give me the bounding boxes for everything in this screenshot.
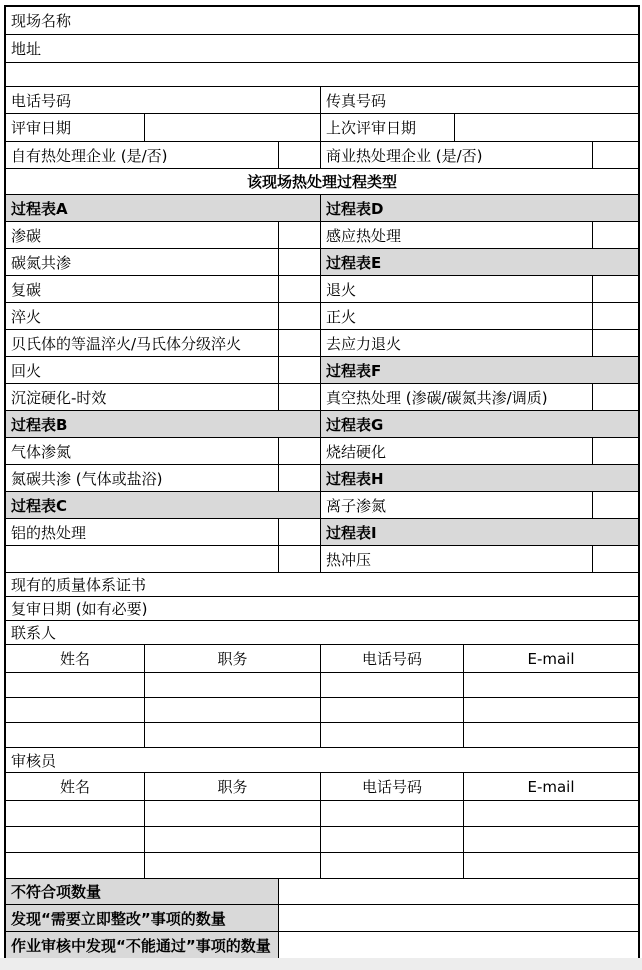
process-mark-cell[interactable] [279,276,321,302]
process-table-header-a: 过程表A [6,195,321,221]
process-row [6,519,638,546]
process-mark-cell[interactable] [593,546,638,572]
address-field[interactable]: 地址 [11,40,42,58]
auditors-data-row [6,801,638,827]
summary-value-cell[interactable] [279,932,638,959]
process-row [6,195,638,222]
phone-fax-row [6,87,638,114]
people-header-title: 职务 [145,773,321,800]
process-label: 回火 [6,357,279,383]
auditor-phone-cell[interactable] [321,853,464,878]
auditor-email-cell[interactable] [464,853,638,878]
summary-row [6,932,638,959]
enterprise-type-row [6,142,638,169]
auditors-title-row [6,748,638,773]
contacts-data-row [6,698,638,723]
contacts-data-row [6,723,638,748]
process-label: 正火 [321,303,593,329]
auditors-header-row [6,773,638,801]
process-label: 去应力退火 [321,330,593,356]
process-table-header-d: 过程表D [321,195,638,221]
process-table-header-b: 过程表B [6,411,321,437]
people-header-title: 职务 [145,645,321,672]
process-mark-cell[interactable] [279,249,321,275]
people-header-name: 姓名 [6,645,145,672]
process-mark-cell[interactable] [593,330,638,356]
process-row [6,330,638,357]
contact-email-cell[interactable] [464,673,638,697]
address-extra-field[interactable] [6,63,638,86]
auditors-data-row [6,853,638,879]
process-label: 气体渗氮 [6,438,279,464]
cert-field[interactable]: 现有的质量体系证书 [11,576,147,594]
site-name-row [6,7,638,35]
commercial-label: 商业热处理企业 (是/否) [321,142,593,168]
process-label: 碳氮共渗 [6,249,279,275]
process-label: 烧结硬化 [321,438,593,464]
cert-row [6,573,638,597]
process-mark-cell[interactable] [593,438,638,464]
last-review-date-value-cell[interactable] [455,114,638,141]
contact-phone-cell[interactable] [321,673,464,697]
auditor-phone-cell[interactable] [321,801,464,826]
process-label: 感应热处理 [321,222,593,248]
people-header-name: 姓名 [6,773,145,800]
contacts-title: 联系人 [11,624,57,642]
captive-label: 自有热处理企业 (是/否) [6,142,279,168]
section-title: 该现场热处理过程类型 [246,173,397,191]
process-table-header-g: 过程表G [321,411,638,437]
people-header-email: E-mail [527,777,575,796]
auditor-name-cell[interactable] [6,853,145,878]
contact-title-cell[interactable] [145,723,321,747]
process-label: 复碳 [6,276,279,302]
fax-field[interactable]: 传真号码 [326,91,387,110]
process-mark-cell[interactable] [279,330,321,356]
process-label: 热冲压 [321,546,593,572]
process-row [6,357,638,384]
process-row [6,546,638,573]
process-row [6,222,638,249]
auditor-name-cell[interactable] [6,801,145,826]
process-mark-cell[interactable] [279,519,321,545]
process-mark-cell[interactable] [279,546,321,572]
people-header-email: E-mail [527,649,575,668]
contact-name-cell[interactable] [6,723,145,747]
phone-field[interactable]: 电话号码 [6,87,321,113]
contacts-data-row [6,673,638,698]
process-mark-cell[interactable] [279,222,321,248]
process-label: 淬火 [6,303,279,329]
summary-value-cell[interactable] [279,905,638,931]
contact-email-cell[interactable] [464,723,638,747]
contact-phone-cell[interactable] [321,723,464,747]
process-label: 铝的热处理 [6,519,279,545]
contact-title-cell[interactable] [145,673,321,697]
contact-name-cell[interactable] [6,673,145,697]
process-table-header-h: 过程表H [321,465,638,491]
process-mark-cell[interactable] [593,222,638,248]
process-label: 退火 [321,276,593,302]
auditor-title-cell[interactable] [145,853,321,878]
process-row [6,384,638,411]
process-row [6,411,638,438]
recheck-date-row [6,597,638,621]
process-table-header-e: 过程表E [321,249,638,275]
summary-label-nonconformities: 不符合项数量 [6,879,279,904]
process-row [6,492,638,519]
process-label: 贝氏体的等温淬火/马氏体分级淬火 [6,330,279,356]
review-date-label: 评审日期 [6,114,145,141]
process-label: 离子渗氮 [321,492,593,518]
people-header-phone: 电话号码 [321,773,464,800]
auditor-email-cell[interactable] [464,827,638,852]
address-extra-row [6,63,638,87]
process-mark-cell[interactable] [593,384,638,410]
people-header-phone: 电话号码 [321,645,464,672]
process-row [6,465,638,492]
auditors-data-row [6,827,638,853]
process-mark-cell[interactable] [593,276,638,302]
contact-name-cell[interactable] [6,698,145,722]
process-mark-cell[interactable] [279,303,321,329]
auditor-phone-cell[interactable] [321,827,464,852]
address-row [6,35,638,63]
process-table-header-f: 过程表F [321,357,638,383]
contacts-header-row [6,645,638,673]
summary-row [6,879,638,905]
process-table-header-c: 过程表C [6,492,321,518]
process-label: 渗碳 [6,222,279,248]
summary-value-cell[interactable] [279,879,638,904]
contacts-title-row [6,621,638,645]
process-mark-cell[interactable] [593,492,638,518]
auditor-title-cell[interactable] [145,801,321,826]
review-dates-row [6,114,638,142]
auditor-name-cell[interactable] [6,827,145,852]
auditor-title-cell[interactable] [145,827,321,852]
page-edge-strip [0,958,642,970]
captive-answer-cell[interactable] [279,142,321,168]
process-mark-cell[interactable] [279,465,321,491]
auditors-title: 审核员 [11,751,57,770]
contact-email-cell[interactable] [464,698,638,722]
section-title-row [6,169,638,195]
process-label: 沉淀硬化-时效 [6,384,279,410]
process-mark-cell[interactable] [279,384,321,410]
contact-title-cell[interactable] [145,698,321,722]
process-label [6,546,279,572]
process-mark-cell[interactable] [593,303,638,329]
auditor-email-cell[interactable] [464,801,638,826]
audit-form-table [4,5,640,961]
recheck-date-field[interactable]: 复审日期 (如有必要) [11,600,148,618]
process-label: 氮碳共渗 (气体或盐浴) [6,465,279,491]
summary-row [6,905,638,932]
summary-label-immediate-action: 发现“需要立即整改”事项的数量 [6,905,279,931]
review-date-value-cell[interactable] [145,114,321,141]
process-mark-cell[interactable] [279,357,321,383]
last-review-date-label: 上次评审日期 [321,114,455,141]
commercial-answer-cell[interactable] [593,142,638,168]
process-row [6,276,638,303]
site-name-field[interactable]: 现场名称 [11,12,72,30]
process-mark-cell[interactable] [279,438,321,464]
summary-label-fail-items: 作业审核中发现“不能通过”事项的数量 [6,932,279,959]
process-row [6,438,638,465]
contact-phone-cell[interactable] [321,698,464,722]
process-label: 真空热处理 (渗碳/碳氮共渗/调质) [321,384,593,410]
process-row [6,249,638,276]
process-row [6,303,638,330]
process-table-header-i: 过程表I [321,519,638,545]
